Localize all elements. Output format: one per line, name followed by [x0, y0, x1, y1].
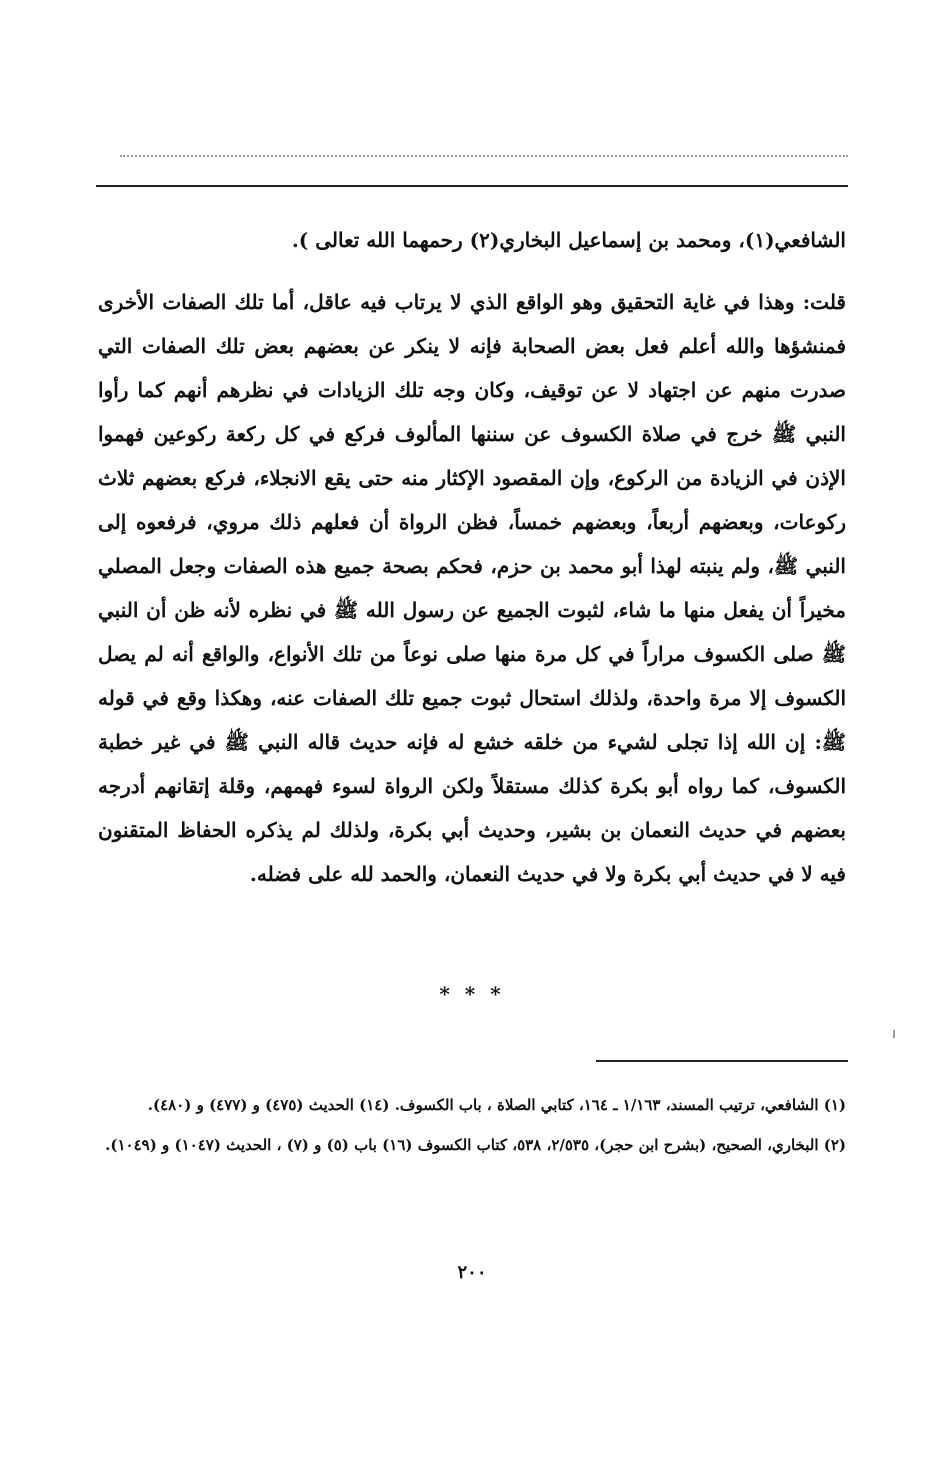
header-rule: [96, 185, 848, 187]
margin-mark: [893, 1030, 895, 1038]
main-text: [98, 218, 846, 896]
paragraph-main: قلت: وهذا في غاية التحقيق وهو الواقع الذي لا يرتاب فيه عاقل، أما تلك الصفات الأخرى فمنشؤها والله أعلم فعل بعض الصحابة فإنه لا ينكر عن بعضهم بعض تلك الصفات التي صدرت منهم عن اجتهاد لا عن توقيف، وكان وجه تلك الزيادات في نظرهم أنهم كما رأوا النبي ﷺ خرج في صلاة الكسوف عن سننها المألوف فركع في كل ركعة ركوعين فهموا الإذن في الزيادة من الركوع، وإن المقصود الإكثار منه حتى يقع الانجلاء، فركع بعضهم ثلاث ركوعات، وبعضهم أربعاً، وبعضهم خمساً، فظن الرواة أن فعلهم ذلك مروي، فرفعوه إلى النبي ﷺ، ولم ينبته لهذا أبو محمد بن حزم، فحكم بصحة جميع هذه الصفات وجعل المصلي مخيراً أن يفعل منها ما شاء، لثبوت الجميع عن رسول الله ﷺ في نظره لأنه ظن أن النبي ﷺ صلى الكسوف مراراً في كل مرة منها صلى نوعاً من تلك الأنواع، والواقع أنه لم يصل الكسوف إلا مرة واحدة، ولذلك استحال ثبوت جميع تلك الصفات عنه، وهكذا وقع في قوله ﷺ: إن الله إذا تجلى لشيء من خلقه خشع له فإنه حديث قاله النبي ﷺ في غير خطبة الكسوف، كما رواه أبو بكرة كذلك مستقلاً ولكن الرواة لسوء فهمهم، وقلة إتقانهم أدرجه بعضهم في حديث النعمان بن بشير، وحديث أبي بكرة، ولذلك لم يذكره الحفاظ المتقنون فيه لا في حديث أبي بكرة ولا في حديث النعمان، والحمد لله على فضله.: [98, 290, 847, 886]
dotted-header-line: [120, 155, 848, 157]
footnote-1: (١) الشافعي، ترتيب المسند، ١/١٦٣ ـ ١٦٤، كتابي الصلاة ، باب الكسوف. (١٤) الحديث (٤٧٥) و (٤٧٧) و (٤٨٠).: [147, 1096, 846, 1114]
footnotes: [98, 1090, 846, 1170]
footnote-2: (٢) البخاري، الصحيح، (بشرح ابن حجر)، ٢/٥٣٥، ٥٣٨، كتاب الكسوف (١٦) باب (٥) و (٧) ، الحديث (١٠٤٧) و (١٠٤٩).: [105, 1136, 846, 1154]
footnote-rule: [596, 1060, 848, 1062]
page-number: ٢٠٠: [457, 1262, 487, 1283]
paragraph-continuation: الشافعي(١)، ومحمد بن إسماعيل البخاري(٢) رحمهما الله تعالى ).: [291, 228, 846, 252]
section-separator: * * *: [439, 982, 505, 1006]
